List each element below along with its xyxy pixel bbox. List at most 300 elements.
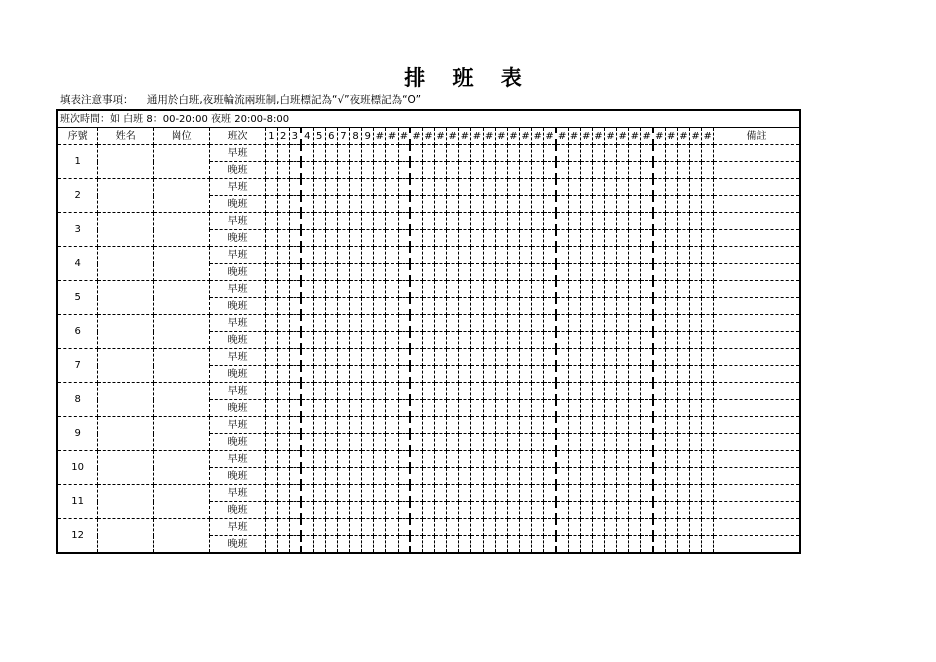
day-cell[interactable]	[604, 145, 616, 162]
name-cell[interactable]	[98, 247, 154, 281]
day-cell[interactable]	[435, 536, 447, 554]
day-cell[interactable]	[568, 196, 580, 213]
day-cell[interactable]	[471, 366, 483, 383]
day-cell[interactable]	[447, 349, 459, 366]
day-cell[interactable]	[592, 451, 604, 468]
day-cell[interactable]	[435, 196, 447, 213]
day-cell[interactable]	[386, 502, 398, 519]
day-cell[interactable]	[617, 332, 629, 349]
day-cell[interactable]	[604, 383, 616, 400]
day-cell[interactable]	[374, 400, 386, 417]
day-cell[interactable]	[410, 264, 422, 281]
day-cell[interactable]	[471, 400, 483, 417]
day-cell[interactable]	[495, 366, 507, 383]
day-cell[interactable]	[266, 315, 278, 332]
remark-cell[interactable]	[714, 485, 800, 502]
day-cell[interactable]	[604, 162, 616, 179]
day-cell[interactable]	[665, 536, 677, 554]
day-cell[interactable]	[677, 502, 689, 519]
day-cell[interactable]	[544, 536, 556, 554]
day-cell[interactable]	[386, 315, 398, 332]
day-cell[interactable]	[447, 230, 459, 247]
day-cell[interactable]	[313, 349, 325, 366]
day-cell[interactable]	[313, 298, 325, 315]
day-cell[interactable]	[471, 417, 483, 434]
day-cell[interactable]	[580, 400, 592, 417]
day-cell[interactable]	[435, 213, 447, 230]
day-cell[interactable]	[544, 179, 556, 196]
day-cell[interactable]	[350, 315, 362, 332]
day-cell[interactable]	[447, 264, 459, 281]
day-cell[interactable]	[386, 145, 398, 162]
day-cell[interactable]	[507, 196, 519, 213]
day-cell[interactable]	[435, 332, 447, 349]
day-cell[interactable]	[422, 162, 434, 179]
remark-cell[interactable]	[714, 315, 800, 332]
day-cell[interactable]	[519, 536, 531, 554]
day-cell[interactable]	[313, 264, 325, 281]
day-cell[interactable]	[313, 451, 325, 468]
day-cell[interactable]	[422, 298, 434, 315]
day-cell[interactable]	[362, 162, 374, 179]
day-cell[interactable]	[325, 451, 337, 468]
day-cell[interactable]	[617, 468, 629, 485]
day-cell[interactable]	[532, 145, 544, 162]
day-cell[interactable]	[266, 213, 278, 230]
day-cell[interactable]	[604, 213, 616, 230]
day-cell[interactable]	[556, 417, 568, 434]
day-cell[interactable]	[350, 502, 362, 519]
day-cell[interactable]	[519, 281, 531, 298]
day-cell[interactable]	[410, 417, 422, 434]
day-cell[interactable]	[665, 468, 677, 485]
remark-cell[interactable]	[714, 230, 800, 247]
day-cell[interactable]	[483, 451, 495, 468]
day-cell[interactable]	[617, 434, 629, 451]
day-cell[interactable]	[301, 213, 313, 230]
day-cell[interactable]	[266, 196, 278, 213]
day-cell[interactable]	[568, 145, 580, 162]
day-cell[interactable]	[471, 162, 483, 179]
day-cell[interactable]	[677, 383, 689, 400]
position-cell[interactable]	[154, 315, 210, 349]
day-cell[interactable]	[653, 162, 665, 179]
day-cell[interactable]	[435, 519, 447, 536]
day-cell[interactable]	[337, 519, 349, 536]
day-cell[interactable]	[519, 400, 531, 417]
day-cell[interactable]	[459, 349, 471, 366]
remark-cell[interactable]	[714, 536, 800, 554]
day-cell[interactable]	[544, 400, 556, 417]
day-cell[interactable]	[483, 298, 495, 315]
day-cell[interactable]	[532, 213, 544, 230]
day-cell[interactable]	[629, 349, 641, 366]
day-cell[interactable]	[471, 145, 483, 162]
day-cell[interactable]	[350, 349, 362, 366]
day-cell[interactable]	[532, 298, 544, 315]
position-cell[interactable]	[154, 383, 210, 417]
day-cell[interactable]	[471, 485, 483, 502]
day-cell[interactable]	[266, 519, 278, 536]
day-cell[interactable]	[459, 281, 471, 298]
day-cell[interactable]	[665, 196, 677, 213]
day-cell[interactable]	[301, 179, 313, 196]
day-cell[interactable]	[325, 332, 337, 349]
day-cell[interactable]	[447, 196, 459, 213]
day-cell[interactable]	[459, 298, 471, 315]
day-cell[interactable]	[702, 366, 714, 383]
day-cell[interactable]	[532, 349, 544, 366]
day-cell[interactable]	[422, 451, 434, 468]
day-cell[interactable]	[398, 468, 410, 485]
day-cell[interactable]	[665, 417, 677, 434]
day-cell[interactable]	[532, 434, 544, 451]
day-cell[interactable]	[604, 468, 616, 485]
day-cell[interactable]	[556, 536, 568, 554]
day-cell[interactable]	[301, 332, 313, 349]
day-cell[interactable]	[313, 247, 325, 264]
day-cell[interactable]	[532, 281, 544, 298]
day-cell[interactable]	[422, 315, 434, 332]
day-cell[interactable]	[580, 349, 592, 366]
day-cell[interactable]	[483, 145, 495, 162]
day-cell[interactable]	[665, 179, 677, 196]
day-cell[interactable]	[459, 502, 471, 519]
day-cell[interactable]	[410, 383, 422, 400]
day-cell[interactable]	[653, 451, 665, 468]
day-cell[interactable]	[277, 366, 289, 383]
day-cell[interactable]	[592, 468, 604, 485]
day-cell[interactable]	[325, 468, 337, 485]
name-cell[interactable]	[98, 519, 154, 554]
day-cell[interactable]	[301, 315, 313, 332]
day-cell[interactable]	[435, 383, 447, 400]
day-cell[interactable]	[604, 264, 616, 281]
day-cell[interactable]	[301, 196, 313, 213]
day-cell[interactable]	[702, 383, 714, 400]
day-cell[interactable]	[325, 298, 337, 315]
day-cell[interactable]	[702, 162, 714, 179]
position-cell[interactable]	[154, 213, 210, 247]
day-cell[interactable]	[447, 145, 459, 162]
day-cell[interactable]	[325, 536, 337, 554]
day-cell[interactable]	[604, 485, 616, 502]
day-cell[interactable]	[519, 519, 531, 536]
day-cell[interactable]	[301, 502, 313, 519]
day-cell[interactable]	[689, 383, 701, 400]
day-cell[interactable]	[483, 536, 495, 554]
day-cell[interactable]	[435, 485, 447, 502]
day-cell[interactable]	[471, 281, 483, 298]
day-cell[interactable]	[483, 485, 495, 502]
day-cell[interactable]	[410, 332, 422, 349]
day-cell[interactable]	[435, 230, 447, 247]
day-cell[interactable]	[507, 179, 519, 196]
day-cell[interactable]	[289, 298, 301, 315]
day-cell[interactable]	[604, 281, 616, 298]
day-cell[interactable]	[507, 502, 519, 519]
day-cell[interactable]	[665, 383, 677, 400]
position-cell[interactable]	[154, 519, 210, 554]
day-cell[interactable]	[604, 451, 616, 468]
day-cell[interactable]	[532, 468, 544, 485]
position-cell[interactable]	[154, 417, 210, 451]
day-cell[interactable]	[519, 485, 531, 502]
day-cell[interactable]	[435, 315, 447, 332]
day-cell[interactable]	[495, 468, 507, 485]
day-cell[interactable]	[544, 162, 556, 179]
day-cell[interactable]	[617, 230, 629, 247]
day-cell[interactable]	[289, 145, 301, 162]
day-cell[interactable]	[641, 485, 653, 502]
day-cell[interactable]	[422, 366, 434, 383]
day-cell[interactable]	[653, 196, 665, 213]
day-cell[interactable]	[337, 400, 349, 417]
day-cell[interactable]	[507, 485, 519, 502]
day-cell[interactable]	[592, 417, 604, 434]
day-cell[interactable]	[604, 349, 616, 366]
day-cell[interactable]	[641, 247, 653, 264]
day-cell[interactable]	[604, 315, 616, 332]
day-cell[interactable]	[617, 400, 629, 417]
day-cell[interactable]	[483, 332, 495, 349]
day-cell[interactable]	[689, 434, 701, 451]
day-cell[interactable]	[266, 230, 278, 247]
day-cell[interactable]	[471, 247, 483, 264]
day-cell[interactable]	[459, 230, 471, 247]
day-cell[interactable]	[386, 485, 398, 502]
day-cell[interactable]	[641, 179, 653, 196]
day-cell[interactable]	[519, 468, 531, 485]
day-cell[interactable]	[665, 213, 677, 230]
day-cell[interactable]	[544, 485, 556, 502]
day-cell[interactable]	[592, 213, 604, 230]
day-cell[interactable]	[568, 230, 580, 247]
day-cell[interactable]	[507, 264, 519, 281]
day-cell[interactable]	[374, 281, 386, 298]
day-cell[interactable]	[483, 434, 495, 451]
day-cell[interactable]	[629, 145, 641, 162]
day-cell[interactable]	[604, 196, 616, 213]
day-cell[interactable]	[337, 145, 349, 162]
day-cell[interactable]	[313, 536, 325, 554]
day-cell[interactable]	[702, 179, 714, 196]
day-cell[interactable]	[641, 417, 653, 434]
day-cell[interactable]	[447, 434, 459, 451]
day-cell[interactable]	[398, 162, 410, 179]
day-cell[interactable]	[702, 536, 714, 554]
day-cell[interactable]	[337, 230, 349, 247]
day-cell[interactable]	[266, 400, 278, 417]
day-cell[interactable]	[653, 485, 665, 502]
day-cell[interactable]	[301, 281, 313, 298]
day-cell[interactable]	[313, 434, 325, 451]
day-cell[interactable]	[471, 332, 483, 349]
day-cell[interactable]	[266, 349, 278, 366]
day-cell[interactable]	[483, 315, 495, 332]
day-cell[interactable]	[410, 451, 422, 468]
day-cell[interactable]	[350, 366, 362, 383]
day-cell[interactable]	[604, 247, 616, 264]
day-cell[interactable]	[386, 230, 398, 247]
day-cell[interactable]	[702, 485, 714, 502]
day-cell[interactable]	[422, 383, 434, 400]
day-cell[interactable]	[277, 196, 289, 213]
day-cell[interactable]	[398, 502, 410, 519]
day-cell[interactable]	[568, 502, 580, 519]
day-cell[interactable]	[447, 451, 459, 468]
day-cell[interactable]	[410, 536, 422, 554]
day-cell[interactable]	[313, 366, 325, 383]
day-cell[interactable]	[422, 468, 434, 485]
day-cell[interactable]	[289, 502, 301, 519]
day-cell[interactable]	[592, 485, 604, 502]
day-cell[interactable]	[617, 536, 629, 554]
day-cell[interactable]	[374, 417, 386, 434]
day-cell[interactable]	[617, 298, 629, 315]
day-cell[interactable]	[313, 145, 325, 162]
day-cell[interactable]	[447, 519, 459, 536]
day-cell[interactable]	[447, 502, 459, 519]
day-cell[interactable]	[629, 485, 641, 502]
day-cell[interactable]	[580, 315, 592, 332]
remark-cell[interactable]	[714, 434, 800, 451]
day-cell[interactable]	[544, 349, 556, 366]
day-cell[interactable]	[544, 247, 556, 264]
day-cell[interactable]	[422, 332, 434, 349]
name-cell[interactable]	[98, 179, 154, 213]
day-cell[interactable]	[350, 145, 362, 162]
day-cell[interactable]	[544, 145, 556, 162]
day-cell[interactable]	[544, 281, 556, 298]
day-cell[interactable]	[495, 383, 507, 400]
day-cell[interactable]	[641, 400, 653, 417]
day-cell[interactable]	[277, 519, 289, 536]
day-cell[interactable]	[568, 281, 580, 298]
day-cell[interactable]	[519, 162, 531, 179]
day-cell[interactable]	[580, 196, 592, 213]
day-cell[interactable]	[689, 451, 701, 468]
day-cell[interactable]	[289, 417, 301, 434]
day-cell[interactable]	[435, 468, 447, 485]
day-cell[interactable]	[447, 315, 459, 332]
day-cell[interactable]	[677, 536, 689, 554]
day-cell[interactable]	[337, 162, 349, 179]
day-cell[interactable]	[266, 417, 278, 434]
day-cell[interactable]	[471, 264, 483, 281]
day-cell[interactable]	[544, 332, 556, 349]
day-cell[interactable]	[289, 366, 301, 383]
day-cell[interactable]	[495, 485, 507, 502]
day-cell[interactable]	[398, 247, 410, 264]
day-cell[interactable]	[556, 383, 568, 400]
name-cell[interactable]	[98, 383, 154, 417]
name-cell[interactable]	[98, 349, 154, 383]
day-cell[interactable]	[350, 230, 362, 247]
day-cell[interactable]	[629, 400, 641, 417]
day-cell[interactable]	[325, 502, 337, 519]
day-cell[interactable]	[629, 196, 641, 213]
day-cell[interactable]	[568, 536, 580, 554]
day-cell[interactable]	[495, 298, 507, 315]
position-cell[interactable]	[154, 281, 210, 315]
day-cell[interactable]	[362, 196, 374, 213]
day-cell[interactable]	[532, 332, 544, 349]
day-cell[interactable]	[374, 264, 386, 281]
day-cell[interactable]	[665, 451, 677, 468]
day-cell[interactable]	[544, 519, 556, 536]
day-cell[interactable]	[544, 264, 556, 281]
day-cell[interactable]	[277, 281, 289, 298]
day-cell[interactable]	[277, 502, 289, 519]
day-cell[interactable]	[507, 400, 519, 417]
day-cell[interactable]	[689, 145, 701, 162]
remark-cell[interactable]	[714, 298, 800, 315]
day-cell[interactable]	[447, 468, 459, 485]
day-cell[interactable]	[544, 366, 556, 383]
day-cell[interactable]	[447, 298, 459, 315]
day-cell[interactable]	[435, 417, 447, 434]
day-cell[interactable]	[313, 213, 325, 230]
day-cell[interactable]	[665, 519, 677, 536]
day-cell[interactable]	[604, 434, 616, 451]
day-cell[interactable]	[398, 179, 410, 196]
day-cell[interactable]	[556, 179, 568, 196]
day-cell[interactable]	[337, 196, 349, 213]
day-cell[interactable]	[277, 383, 289, 400]
day-cell[interactable]	[386, 247, 398, 264]
day-cell[interactable]	[592, 536, 604, 554]
day-cell[interactable]	[629, 434, 641, 451]
day-cell[interactable]	[362, 264, 374, 281]
day-cell[interactable]	[337, 247, 349, 264]
day-cell[interactable]	[689, 417, 701, 434]
day-cell[interactable]	[580, 366, 592, 383]
day-cell[interactable]	[580, 468, 592, 485]
day-cell[interactable]	[277, 145, 289, 162]
day-cell[interactable]	[689, 349, 701, 366]
day-cell[interactable]	[604, 519, 616, 536]
day-cell[interactable]	[447, 383, 459, 400]
day-cell[interactable]	[313, 179, 325, 196]
day-cell[interactable]	[483, 196, 495, 213]
day-cell[interactable]	[435, 247, 447, 264]
day-cell[interactable]	[677, 417, 689, 434]
day-cell[interactable]	[313, 315, 325, 332]
day-cell[interactable]	[532, 230, 544, 247]
day-cell[interactable]	[277, 417, 289, 434]
day-cell[interactable]	[435, 281, 447, 298]
day-cell[interactable]	[277, 485, 289, 502]
day-cell[interactable]	[398, 400, 410, 417]
day-cell[interactable]	[519, 213, 531, 230]
day-cell[interactable]	[629, 383, 641, 400]
day-cell[interactable]	[398, 349, 410, 366]
day-cell[interactable]	[629, 247, 641, 264]
day-cell[interactable]	[410, 298, 422, 315]
day-cell[interactable]	[665, 502, 677, 519]
remark-cell[interactable]	[714, 264, 800, 281]
day-cell[interactable]	[350, 417, 362, 434]
day-cell[interactable]	[483, 247, 495, 264]
day-cell[interactable]	[556, 485, 568, 502]
day-cell[interactable]	[289, 196, 301, 213]
day-cell[interactable]	[337, 434, 349, 451]
day-cell[interactable]	[374, 349, 386, 366]
day-cell[interactable]	[266, 468, 278, 485]
day-cell[interactable]	[702, 519, 714, 536]
day-cell[interactable]	[617, 502, 629, 519]
